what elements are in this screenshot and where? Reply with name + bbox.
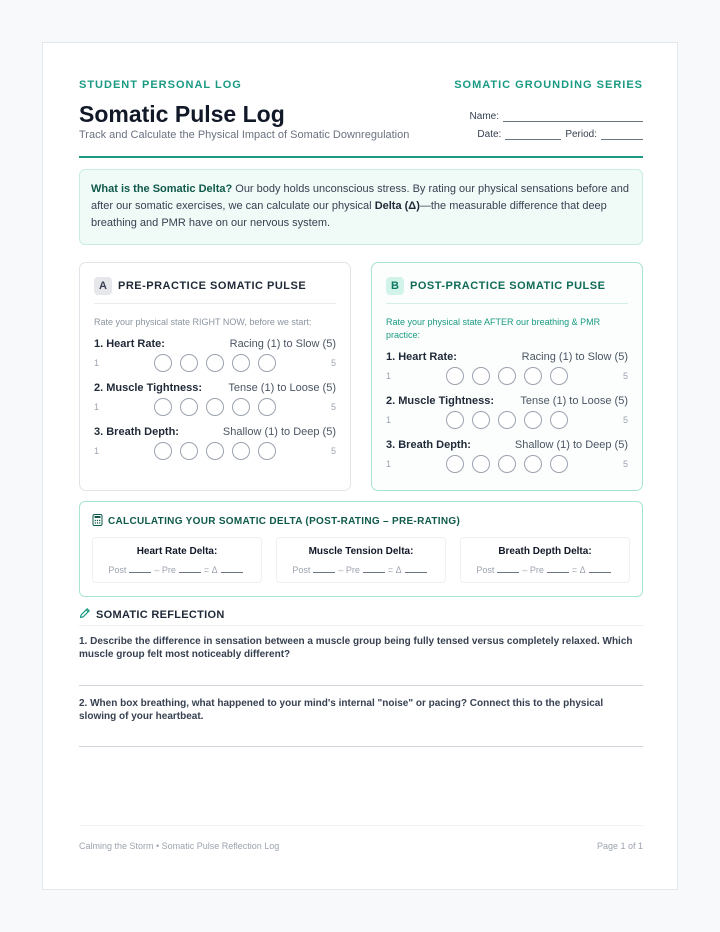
rating-circle-4[interactable] [232, 442, 250, 460]
page-subtitle: Track and Calculate the Physical Impact of Somatic Downregulation [79, 129, 410, 141]
reflection-divider [79, 625, 643, 626]
eyebrow-right: SOMATIC GROUNDING SERIES [454, 79, 643, 91]
page-number: Page 1 of 1 [596, 841, 643, 851]
calc-formula [93, 565, 261, 575]
reflection-question-1: 1. Describe the difference in sensation between a muscle group being fully tensed versus completely relaxed. Which muscle group felt most noticeably different? [79, 636, 633, 660]
rating-circle-4[interactable] [232, 354, 250, 372]
pre-question-breath-depth [94, 426, 336, 461]
post-question-heart-rate [386, 351, 628, 386]
rating-circle-3[interactable] [206, 442, 224, 460]
scale-min: 1 [386, 371, 392, 381]
date-period-fields [477, 129, 643, 140]
reflection-heading [79, 607, 225, 622]
answer-line-1[interactable] [79, 685, 643, 686]
question-label: 2. Muscle Tightness: [386, 395, 494, 407]
rating-circle-5[interactable] [550, 367, 568, 385]
pencil-icon [79, 607, 91, 622]
rating-scale [386, 410, 628, 430]
question-label: 2. Muscle Tightness: [94, 382, 202, 394]
rating-circle-3[interactable] [498, 411, 516, 429]
period-line[interactable] [601, 130, 643, 140]
rating-circle-5[interactable] [258, 354, 276, 372]
date-line[interactable] [505, 130, 561, 140]
pre-card-title: PRE-PRACTICE SOMATIC PULSE [118, 280, 307, 292]
rating-scale [94, 397, 336, 417]
delta-blank[interactable] [405, 565, 427, 573]
intro-text-2: —the measurable difference that deep breathing and PMR have on our nervous system. [91, 200, 607, 229]
question-label: 1. Heart Rate: [94, 338, 165, 350]
calc-formula [277, 565, 445, 575]
scale-max: 5 [330, 358, 336, 368]
scale-max: 5 [622, 415, 628, 425]
rating-circle-3[interactable] [498, 455, 516, 473]
rating-circle-3[interactable] [498, 367, 516, 385]
breath-depth-delta-box [460, 537, 630, 583]
intro-delta: Delta (Δ) [374, 200, 420, 212]
heart-rate-delta-box [92, 537, 262, 583]
intro-text-1: Our body holds unconscious stress. By rating our physical sensations before and after our somatic exercises, we can calculate our physical [91, 183, 630, 212]
post-blank[interactable] [313, 565, 335, 573]
post-question-muscle-tightness [386, 395, 628, 430]
reflection-title: SOMATIC REFLECTION [96, 608, 225, 621]
rating-circle-2[interactable] [472, 411, 490, 429]
post-label: Post [108, 565, 127, 575]
intro-callout [79, 169, 643, 245]
rating-circle-4[interactable] [232, 398, 250, 416]
rating-circle-5[interactable] [550, 411, 568, 429]
rating-scale [94, 441, 336, 461]
name-field[interactable] [470, 111, 643, 122]
pre-practice-card [79, 262, 351, 491]
question-range: Tense (1) to Loose (5) [228, 382, 336, 394]
rating-circle-5[interactable] [258, 398, 276, 416]
post-blank[interactable] [497, 565, 519, 573]
scale-max: 5 [622, 459, 628, 469]
name-line[interactable] [503, 112, 643, 122]
rating-scale [386, 454, 628, 474]
date-label: Date: [477, 129, 502, 140]
name-label: Name: [469, 111, 499, 122]
delta-calculation-panel [79, 501, 643, 597]
calc-box-title: Breath Depth Delta: [498, 546, 592, 557]
intro-lead: What is the Somatic Delta? [91, 183, 233, 195]
rating-circle-1[interactable] [154, 442, 172, 460]
question-range: Racing (1) to Slow (5) [229, 338, 336, 350]
rating-circle-3[interactable] [206, 398, 224, 416]
scale-min: 1 [94, 402, 100, 412]
rating-circle-2[interactable] [180, 354, 198, 372]
delta-blank[interactable] [221, 565, 243, 573]
rating-scale [386, 366, 628, 386]
pre-badge: A [94, 277, 112, 295]
pre-card-note: Rate your physical state RIGHT NOW, before we start: [94, 317, 312, 327]
post-practice-card [371, 262, 643, 491]
question-label: 3. Breath Depth: [386, 439, 471, 451]
eyebrow-left: STUDENT PERSONAL LOG [79, 79, 242, 91]
muscle-tension-delta-box [276, 537, 446, 583]
post-question-breath-depth [386, 439, 628, 474]
rating-scale [94, 353, 336, 373]
footer-divider [79, 825, 643, 826]
question-range: Shallow (1) to Deep (5) [222, 426, 336, 438]
footer-left: Calming the Storm • Somatic Pulse Reflection Log [79, 841, 280, 851]
rating-circle-3[interactable] [206, 354, 224, 372]
calc-title: CALCULATING YOUR SOMATIC DELTA (POST-RATING – PRE-RATING) [108, 516, 461, 527]
pre-blank[interactable] [547, 565, 569, 573]
rating-circle-1[interactable] [154, 354, 172, 372]
pre-label: – Pre [522, 565, 544, 575]
rating-circle-4[interactable] [524, 455, 542, 473]
period-label: Period: [565, 129, 597, 140]
post-card-title: POST-PRACTICE SOMATIC PULSE [410, 280, 606, 292]
delta-blank[interactable] [589, 565, 611, 573]
scale-min: 1 [386, 415, 392, 425]
question-range: Tense (1) to Loose (5) [520, 395, 628, 407]
calc-box-title: Muscle Tension Delta: [308, 546, 414, 557]
pre-blank[interactable] [363, 565, 385, 573]
worksheet-page [42, 42, 678, 890]
header-divider [79, 156, 643, 158]
calc-box-title: Heart Rate Delta: [136, 546, 218, 557]
answer-line-2[interactable] [79, 746, 643, 747]
question-label: 1. Heart Rate: [386, 351, 457, 363]
post-badge: B [386, 277, 404, 295]
pre-label: – Pre [338, 565, 360, 575]
question-range: Shallow (1) to Deep (5) [514, 439, 628, 451]
scale-min: 1 [94, 446, 100, 456]
rating-circle-1[interactable] [446, 367, 464, 385]
post-card-note: Rate your physical state AFTER our breathing & PMR practice: [386, 317, 601, 340]
post-blank[interactable] [129, 565, 151, 573]
page-title: Somatic Pulse Log [79, 101, 285, 127]
rating-circle-5[interactable] [550, 455, 568, 473]
delta-label: = Δ [387, 565, 402, 575]
question-range: Racing (1) to Slow (5) [521, 351, 628, 363]
question-label: 3. Breath Depth: [94, 426, 179, 438]
pre-question-muscle-tightness [94, 382, 336, 417]
pre-blank[interactable] [179, 565, 201, 573]
rating-circle-4[interactable] [524, 411, 542, 429]
pre-card-divider [94, 303, 336, 304]
post-card-divider [386, 303, 628, 304]
pre-question-heart-rate [94, 338, 336, 373]
delta-label: = Δ [571, 565, 586, 575]
rating-circle-5[interactable] [258, 442, 276, 460]
pre-label: – Pre [154, 565, 176, 575]
scale-max: 5 [330, 402, 336, 412]
rating-circle-2[interactable] [180, 398, 198, 416]
post-label: Post [476, 565, 495, 575]
scale-max: 5 [330, 446, 336, 456]
rating-circle-1[interactable] [154, 398, 172, 416]
rating-circle-2[interactable] [472, 367, 490, 385]
rating-circle-1[interactable] [446, 411, 464, 429]
rating-circle-2[interactable] [472, 455, 490, 473]
scale-min: 1 [386, 459, 392, 469]
scale-min: 1 [94, 358, 100, 368]
calculator-icon [92, 514, 103, 529]
scale-max: 5 [622, 371, 628, 381]
rating-circle-1[interactable] [446, 455, 464, 473]
reflection-question-2: 2. When box breathing, what happened to your mind's internal "noise" or pacing? Connect this to the physical slowing of your heartbeat. [79, 698, 604, 722]
rating-circle-4[interactable] [524, 367, 542, 385]
rating-circle-2[interactable] [180, 442, 198, 460]
delta-label: = Δ [203, 565, 218, 575]
calc-formula [461, 565, 629, 575]
post-label: Post [292, 565, 311, 575]
